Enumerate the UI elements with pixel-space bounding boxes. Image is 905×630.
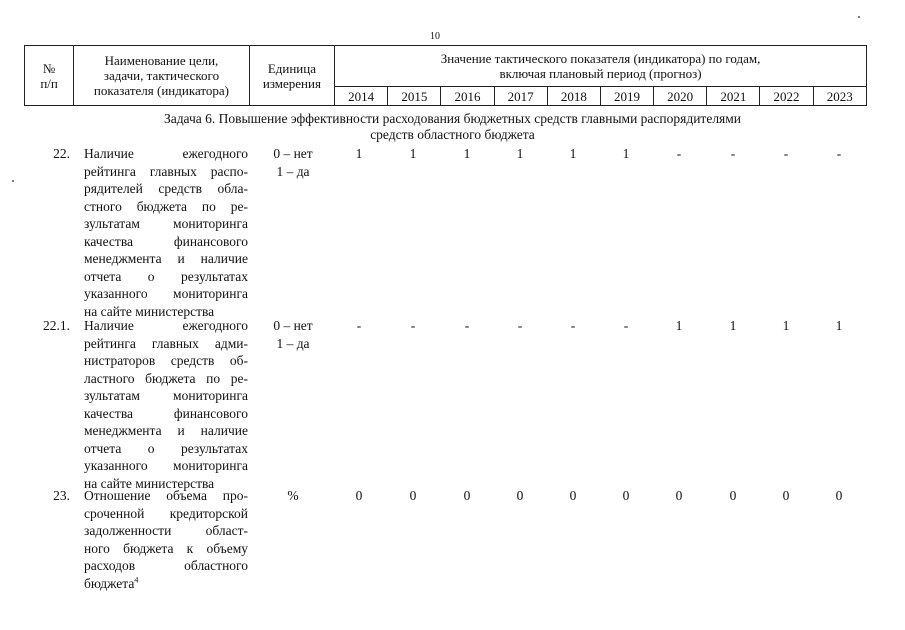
year-cell: 2021 [707,87,760,106]
year-cell: 2016 [441,87,494,106]
page-number: 10 [430,31,440,42]
indicator-name-line: указанного мониторинга [84,458,248,473]
indicator-name [84,317,248,492]
header-unit-cell [249,46,334,106]
indicator-table-header [24,45,867,106]
year-value: 0 [729,488,737,503]
header-number-line: п/п [40,75,58,91]
indicator-name-line: сроченной кредиторской [84,505,248,521]
indicator-name-line: стного бюджета по ре- [84,198,248,214]
indicator-name-line: рейтинга главных распо- [84,163,248,179]
scan-speck [12,180,14,182]
year-value: - [356,318,362,333]
year-value: - [730,146,736,161]
year-value: 0 [355,488,363,503]
year-value: - [570,318,576,333]
year-value: 0 [516,488,524,503]
year-value: 1 [516,146,524,161]
year-cell: 2022 [760,87,813,106]
indicator-name-line: менеджмента и наличие [84,251,248,266]
year-value: 1 [355,146,363,161]
task-heading-line: средств областного бюджета [370,127,535,142]
year-value: 0 [569,488,577,503]
indicator-name-line: ного бюджета к объему [84,540,248,556]
year-value: - [676,146,682,161]
year-value: 1 [675,318,683,333]
header-values-line: Значение тактического показателя (индикатора) по годам, [440,51,761,66]
year-value: 0 [835,488,843,503]
unit-line: 0 – нет [273,146,313,161]
header-number-cell [25,46,74,106]
header-number-line: № [42,60,56,76]
year-cell: 2014 [335,87,388,106]
year-value: 0 [675,488,683,503]
year-cell: 2023 [813,87,866,106]
header-name-line: Наименование цели, [104,53,219,68]
indicator-name-line: расходов областного [84,558,248,573]
header-unit-line: измерения [262,75,321,91]
indicator-name-line: Отношение объема про- [84,488,248,503]
indicator-name-line: менеджмента и наличие [84,423,248,438]
year-value: - [783,146,789,161]
year-value: 1 [409,146,417,161]
row-number: 22. [53,146,70,161]
indicator-name-line: качества финансового [84,405,248,421]
year-value: - [464,318,470,333]
year-cell: 2018 [547,87,600,106]
indicator-name-line: отчета о результатах [84,440,248,456]
indicator-name [84,487,248,592]
indicator-name-line-wrap [84,575,248,593]
indicator-name-line: рядителей средств обла- [84,181,248,196]
year-value: 1 [729,318,737,333]
indicator-name-line: Наличие ежегодного [84,318,248,333]
indicator-name-line: зультатам мониторинга [84,388,248,403]
unit-line: 1 – да [276,163,310,179]
unit-of-measure [258,487,328,505]
year-cell: 2020 [654,87,707,106]
header-name-line: показателя (индикатора) [93,83,229,98]
indicator-name-line: качества финансового [84,233,248,249]
unit-of-measure [258,317,328,352]
row-number: 23. [53,488,70,503]
year-value: - [517,318,523,333]
row-number: 22.1. [43,318,70,333]
unit-line: % [287,488,299,503]
indicator-name-line: на сайте министерства [84,303,215,319]
scan-speck [858,16,860,18]
year-value: - [623,318,629,333]
indicator-name-line: указанного мониторинга [84,286,248,301]
year-value: 1 [569,146,577,161]
footnote-marker: 4 [134,575,139,584]
year-cell: 2015 [388,87,441,106]
year-value: 1 [622,146,630,161]
year-value: 0 [782,488,790,503]
indicator-name-line: Наличие ежегодного [84,146,248,161]
indicator-name-line: зультатам мониторинга [84,216,248,231]
header-values-cell [335,46,867,87]
indicator-name-line: на сайте министерства [84,475,215,491]
year-cell: 2017 [494,87,547,106]
header-unit-line: Единица [267,60,316,76]
year-value: 1 [835,318,843,333]
indicator-name-line: задолженности област- [84,523,248,538]
indicator-name-line: бюджета [84,575,135,591]
year-value: 1 [782,318,790,333]
year-value: 0 [463,488,471,503]
year-value: 0 [622,488,630,503]
header-name-cell [74,46,250,106]
indicator-name-line: отчета о результатах [84,268,248,284]
unit-of-measure [258,145,328,180]
task-heading-line: Задача 6. Повышение эффективности расходования бюджетных средств главными распорядителями [163,111,742,126]
unit-line: 1 – да [276,335,310,351]
indicator-name-line: ластного бюджета по ре- [84,370,248,386]
year-value: 1 [463,146,471,161]
header-name-line: задачи, тактического [103,68,220,83]
indicator-name-line: рейтинга главных адми- [84,335,248,351]
year-value: - [836,146,842,161]
year-value: - [410,318,416,333]
unit-line: 0 – нет [273,318,313,333]
indicator-name [84,145,248,320]
year-value: 0 [409,488,417,503]
year-cell: 2019 [600,87,653,106]
indicator-name-line: нистраторов средств об- [84,353,248,368]
header-values-line: включая плановый период (прогноз) [499,66,702,81]
